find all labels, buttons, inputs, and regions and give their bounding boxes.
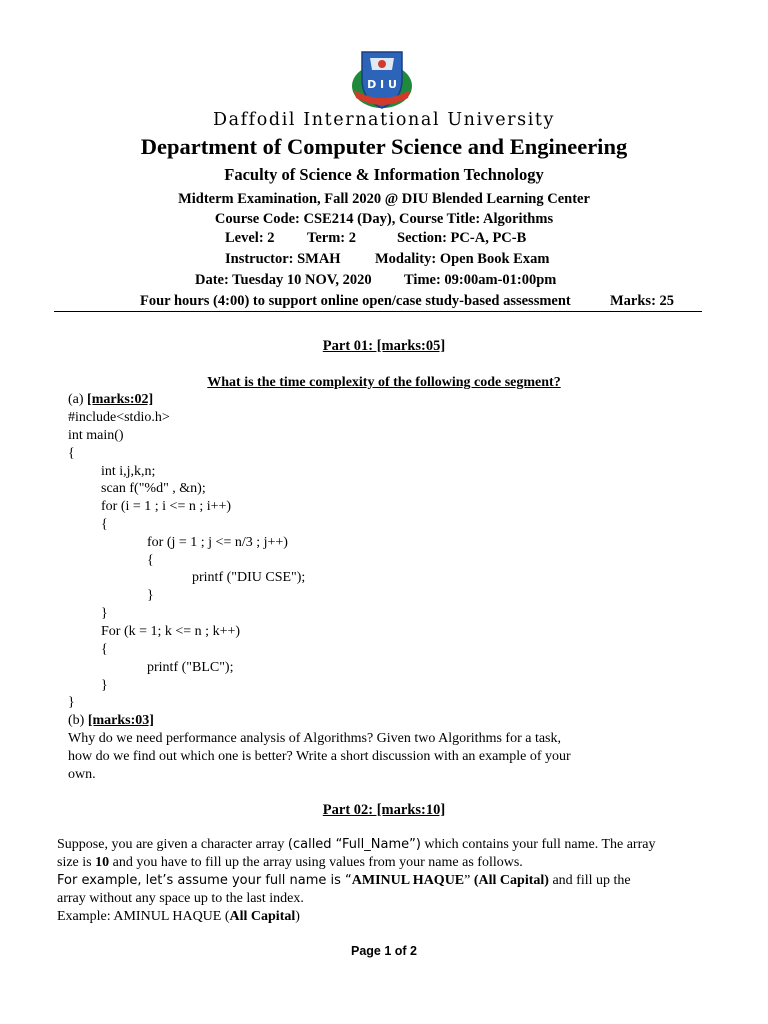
code-line: { <box>101 517 108 532</box>
code-line: For (k = 1; k <= n ; k++) <box>101 624 241 639</box>
modality: Modality: Open Book Exam <box>375 251 550 267</box>
question-b-text: Why do we need performance analysis of Algorithms? Given two Algorithms for a task, how do we find out which one is better? Write a short discussion with an example of your own. <box>68 731 571 782</box>
part2-body: Suppose, you are given a character array (called “Full_Name”) which contains your full name. The array size is 10 and you have to fill up the array using values from your name as follows. For example, let’s assume your full name is “AMINUL HAQUE” (All Capital) and fill up the array without any space up to the last index. Example: AMINUL HAQUE (All Capital) <box>57 837 656 924</box>
course-line: Course Code: CSE214 (Day), Course Title: Algorithms <box>214 211 554 227</box>
header-divider <box>54 311 702 312</box>
duration-note: Four hours (4:00) to support online open/case study-based assessment <box>140 293 571 309</box>
university-logo <box>348 46 416 112</box>
exam-line: Midterm Examination, Fall 2020 @ DIU Blended Learning Center <box>178 191 590 207</box>
level: Level: 2 <box>225 230 275 246</box>
code-line: { <box>147 553 154 568</box>
question-b-label: (b) [marks:03] <box>68 713 154 728</box>
code-line: int i,j,k,n; <box>101 464 156 479</box>
logo-text: D I U <box>367 78 397 91</box>
code-line: } <box>101 606 108 621</box>
code-line: int main() <box>68 428 124 443</box>
code-line: printf ("BLC"); <box>147 660 234 675</box>
instructor: Instructor: SMAH <box>225 251 341 267</box>
exam-date: Date: Tuesday 10 NOV, 2020 <box>195 272 372 288</box>
code-line: for (j = 1 ; j <= n/3 ; j++) <box>147 535 288 550</box>
page-number: Page 1 of 2 <box>351 944 417 958</box>
code-line: } <box>147 588 154 603</box>
code-line: printf ("DIU CSE"); <box>192 570 306 585</box>
question-a-label: (a) [marks:02] <box>68 392 154 407</box>
section: Section: PC-A, PC-B <box>397 230 527 246</box>
part2-title: Part 02: [marks:10] <box>322 802 446 818</box>
code-line: { <box>101 642 108 657</box>
total-marks: Marks: 25 <box>610 293 675 309</box>
code-line: scan f("%d" , &n); <box>101 481 206 496</box>
faculty-title: Faculty of Science & Information Technology <box>224 165 544 184</box>
code-line: { <box>68 446 75 461</box>
part1-question: What is the time complexity of the following code segment? <box>207 375 561 390</box>
university-name: Daffodil International University <box>212 110 556 130</box>
code-line: #include<stdio.h> <box>68 410 170 425</box>
term: Term: 2 <box>307 230 356 246</box>
code-line: } <box>101 678 108 693</box>
code-line: for (i = 1 ; i <= n ; i++) <box>101 499 232 514</box>
part1-title: Part 01: [marks:05] <box>322 338 446 354</box>
code-line: } <box>68 695 75 710</box>
exam-time: Time: 09:00am-01:00pm <box>404 272 557 288</box>
department-title: Department of Computer Science and Engineering <box>140 134 628 159</box>
